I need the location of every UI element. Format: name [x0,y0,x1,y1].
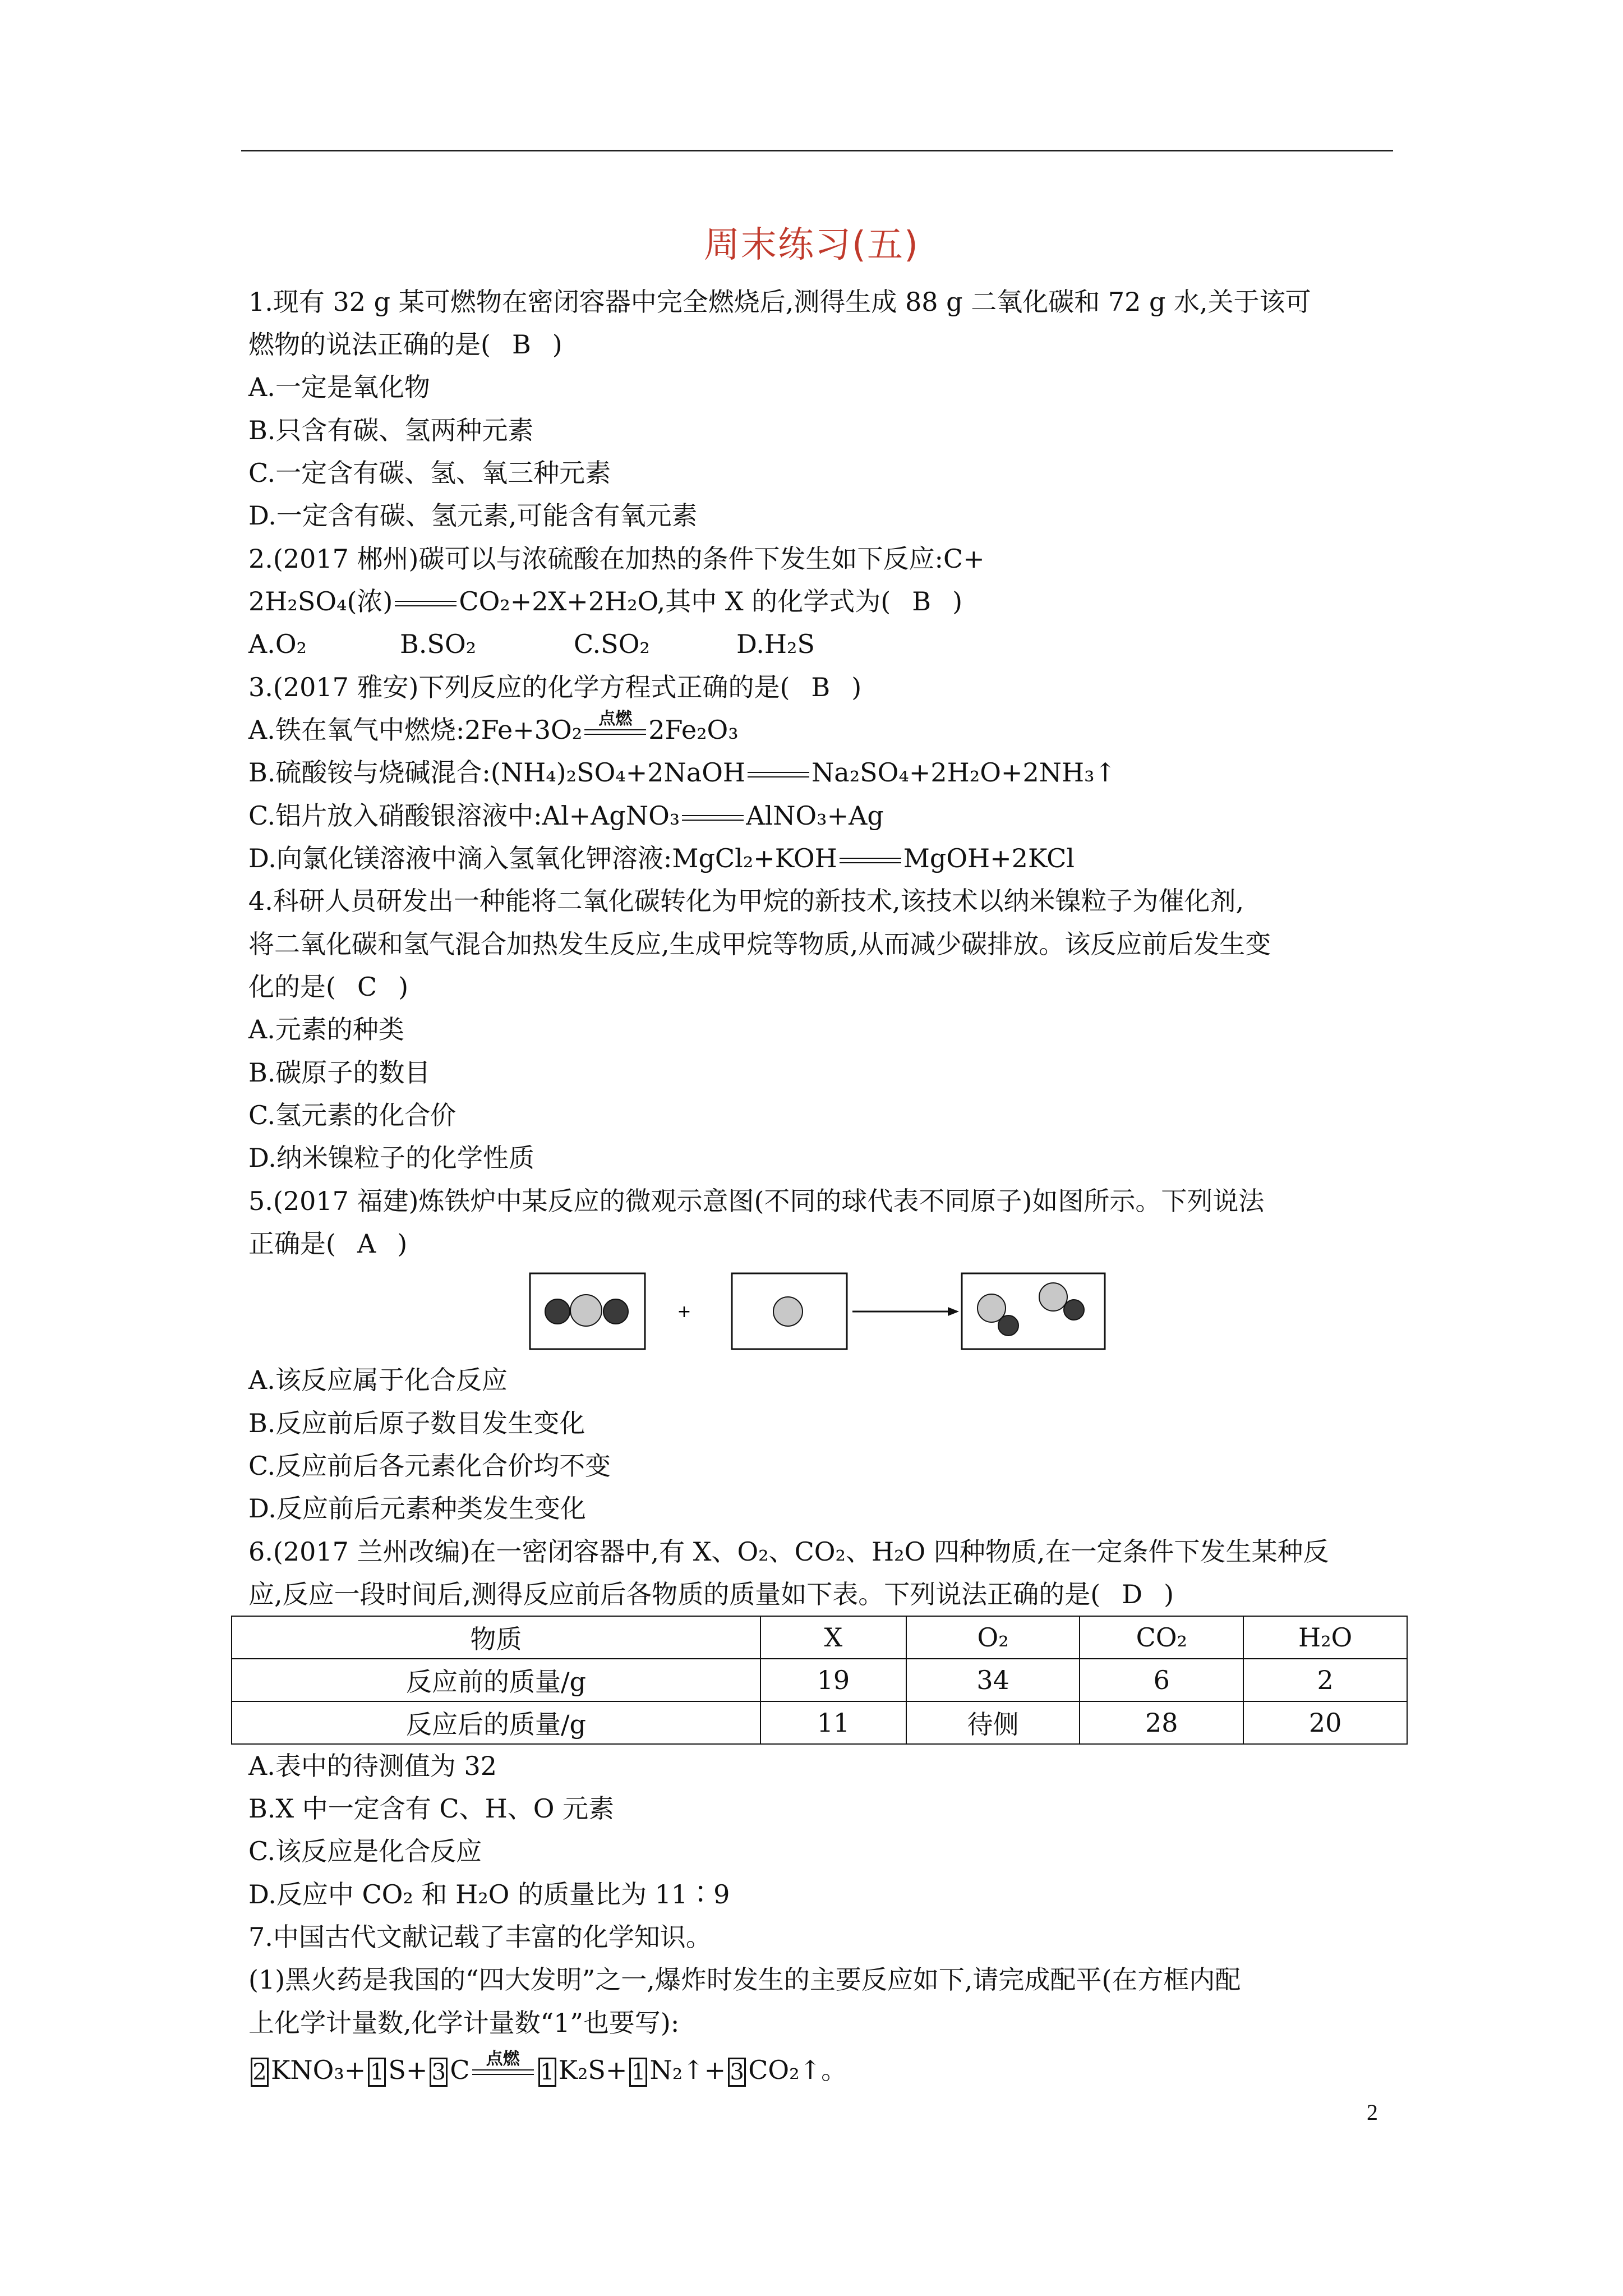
q5-option-d: D.反应前后元素种类发生变化 [248,1493,586,1524]
table-cell: 19 [760,1659,906,1701]
q1-paren: ) [552,329,562,360]
q4-answer: C [357,972,377,1002]
q2-eq-left: 2H₂SO₄(浓) [248,586,393,616]
equals-sign [682,809,744,826]
q1-stem-line1: 1.现有 32 g 某可燃物在密闭容器中完全燃烧后,测得生成 88 g 二氧化碳和 72 g 水,关于该可 [248,287,1311,317]
q2-option-d: D.H₂S [736,629,815,659]
page-number: 2 [1367,2100,1378,2125]
q6-option-d: D.反应中 CO₂ 和 H₂O 的质量比为 11∶9 [248,1879,730,1910]
q7-balanced-equation [248,2049,847,2087]
q3-d-left: D.向氯化镁溶液中滴入氢氧化钾溶液:MgCl₂+KOH [248,843,837,873]
dark-atom [1064,1300,1084,1320]
table-cell: 2 [1243,1659,1407,1701]
q6-answer: D [1122,1579,1143,1609]
ignite-label: 点燃 [598,709,633,729]
dark-atom [545,1299,570,1324]
coefficient-box: 1 [538,2058,556,2087]
q5-answer: A [357,1228,376,1259]
q1-option-c: C.一定含有碳、氢、氧三种元素 [248,458,611,488]
q3-a-right: 2Fe₂O₃ [648,715,739,745]
ignite-equals-sign [584,709,646,740]
q2-options [248,627,815,661]
q3-a-left: A.铁在氧气中燃烧:2Fe+3O₂ [248,715,583,745]
q3-stem [248,670,861,704]
q1-stem-line2 [248,328,562,361]
heat-equals-sign [748,766,809,783]
q3-c-left: C.铝片放入硝酸银溶液中:Al+AgNO₃ [248,800,680,831]
q7-stem: 7.中国古代文献记载了丰富的化学知识。 [248,1922,712,1952]
q3-option-c [248,799,884,832]
table-cell: 6 [1080,1659,1243,1701]
q5-option-c: C.反应前后各元素化合价均不变 [248,1451,611,1481]
q5-stem-text: 正确是( [248,1228,336,1259]
ignite-equals-sign [472,2049,534,2081]
equals-sign [840,852,901,869]
coefficient-box: 1 [629,2058,647,2087]
table-header-cell: O₂ [906,1616,1080,1659]
dark-atom [998,1315,1018,1336]
q2-paren: ) [952,586,963,616]
q1-answer: B [511,329,531,360]
plus-sign: + [677,1302,691,1322]
q5-option-b: B.反应前后原子数目发生变化 [248,1408,585,1438]
table-header-cell: H₂O [1243,1616,1407,1659]
page-title: 周末练习(五) [704,224,919,266]
q4-stem-line2: 将二氧化碳和氢气混合加热发生反应,生成甲烷等物质,从而减少碳排放。该反应前后发生变 [248,929,1271,959]
q3-option-d [248,841,1075,875]
q7-part1-line1: (1)黑火药是我国的“四大发明”之一,爆炸时发生的主要反应如下,请完成配平(在方框内配 [248,1964,1241,1995]
q4-stem-line3 [248,970,408,1004]
header-rule [241,150,1393,151]
q2-eq-right: CO₂+2X+2H₂O,其中 X 的化学式为( [459,586,891,616]
q1-stem-text: 燃物的说法正确的是( [248,329,491,360]
table-cell: 待侧 [906,1701,1080,1744]
mass-table [231,1616,1408,1745]
table-cell: 28 [1080,1701,1243,1744]
q6-option-c: C.该反应是化合反应 [248,1836,482,1866]
q6-stem-text: 应,反应一段时间后,测得反应前后各物质的质量如下表。下列说法正确的是( [248,1579,1101,1609]
formula-n2: N₂↑+ [649,2055,726,2085]
formula-k2s: K₂S+ [558,2055,628,2085]
q6-stem-line2 [248,1577,1174,1611]
q1-option-a: A.一定是氧化物 [248,372,430,402]
q2-option-c: C.SO₂ [574,629,650,659]
coefficient-box: 3 [430,2058,448,2087]
grey-atom [1039,1283,1067,1311]
table-cell: 34 [906,1659,1080,1701]
q1-option-b: B.只含有碳、氢两种元素 [248,415,534,445]
q7-part1-line2: 上化学计量数,化学计量数“1”也要写): [248,2008,680,2038]
table-row [232,1659,1407,1701]
q5-option-a: A.该反应属于化合反应 [248,1365,508,1395]
q2-equation-line [248,585,962,618]
q3-stem-text: 3.(2017 雅安)下列反应的化学方程式正确的是( [248,672,790,702]
q3-b-right: Na₂SO₄+2H₂O+2NH₃↑ [811,757,1117,788]
arrow-head [948,1307,959,1316]
q3-d-right: MgOH+2KCl [903,843,1075,873]
q4-option-d: D.纳米镍粒子的化学性质 [248,1143,534,1173]
q6-paren: ) [1164,1579,1174,1609]
reaction-diagram [527,1268,1110,1358]
q5-stem-line2 [248,1227,407,1260]
q4-option-a: A.元素的种类 [248,1014,404,1045]
q5-paren: ) [397,1228,408,1259]
q4-option-b: B.碳原子的数目 [248,1057,431,1088]
q3-option-a [248,709,739,747]
table-row [232,1701,1407,1744]
formula-c: C [450,2055,470,2085]
table-header-cell: 物质 [232,1616,760,1659]
q2-stem-line1: 2.(2017 郴州)碳可以与浓硫酸在加热的条件下发生如下反应:C+ [248,544,985,574]
q3-b-left: B.硫酸铵与烧碱混合:(NH₄)₂SO₄+2NaOH [248,757,746,788]
ignite-label: 点燃 [486,2049,520,2069]
q6-option-b: B.X 中一定含有 C、H、O 元素 [248,1793,615,1824]
table-header-cell: CO₂ [1080,1616,1243,1659]
q4-stem-line1: 4.科研人员研发出一种能将二氧化碳转化为甲烷的新技术,该技术以纳米镍粒子为催化剂, [248,886,1244,916]
q3-answer: B [811,672,831,702]
table-header-cell: X [760,1616,906,1659]
dark-atom [603,1299,628,1324]
coefficient-box: 3 [728,2058,746,2087]
q6-stem-line1: 6.(2017 兰州改编)在一密闭容器中,有 X、O₂、CO₂、H₂O 四种物质,在一定条件下发生某种反 [248,1536,1329,1567]
q2-option-a: A.O₂ [248,629,307,659]
grey-atom [570,1295,602,1326]
table-header-row [232,1616,1407,1659]
table-cell: 11 [760,1701,906,1744]
formula-kno3: KNO₃+ [271,2055,366,2085]
q6-option-a: A.表中的待测值为 32 [248,1751,497,1781]
q2-option-b: B.SO₂ [400,629,477,659]
formula-s: S+ [388,2055,428,2085]
heat-equals-sign [395,595,457,612]
table-cell: 20 [1243,1701,1407,1744]
q4-paren: ) [398,972,409,1002]
q3-option-b [248,756,1116,789]
table-cell: 反应前的质量/g [232,1659,760,1701]
table-cell: 反应后的质量/g [232,1701,760,1744]
q4-option-c: C.氢元素的化合价 [248,1100,457,1130]
q2-answer: B [912,586,932,616]
q3-c-right: AlNO₃+Ag [746,800,884,831]
formula-co2: CO₂↑。 [748,2055,847,2085]
q5-stem-line1: 5.(2017 福建)炼铁炉中某反应的微观示意图(不同的球代表不同原子)如图所示。下列说法 [248,1186,1265,1216]
grey-atom [773,1297,803,1326]
q3-paren: ) [851,672,862,702]
q4-stem-text: 化的是( [248,972,336,1002]
coefficient-box: 1 [368,2058,386,2087]
coefficient-box: 2 [251,2058,269,2087]
q1-option-d: D.一定含有碳、氢元素,可能含有氧元素 [248,500,698,531]
